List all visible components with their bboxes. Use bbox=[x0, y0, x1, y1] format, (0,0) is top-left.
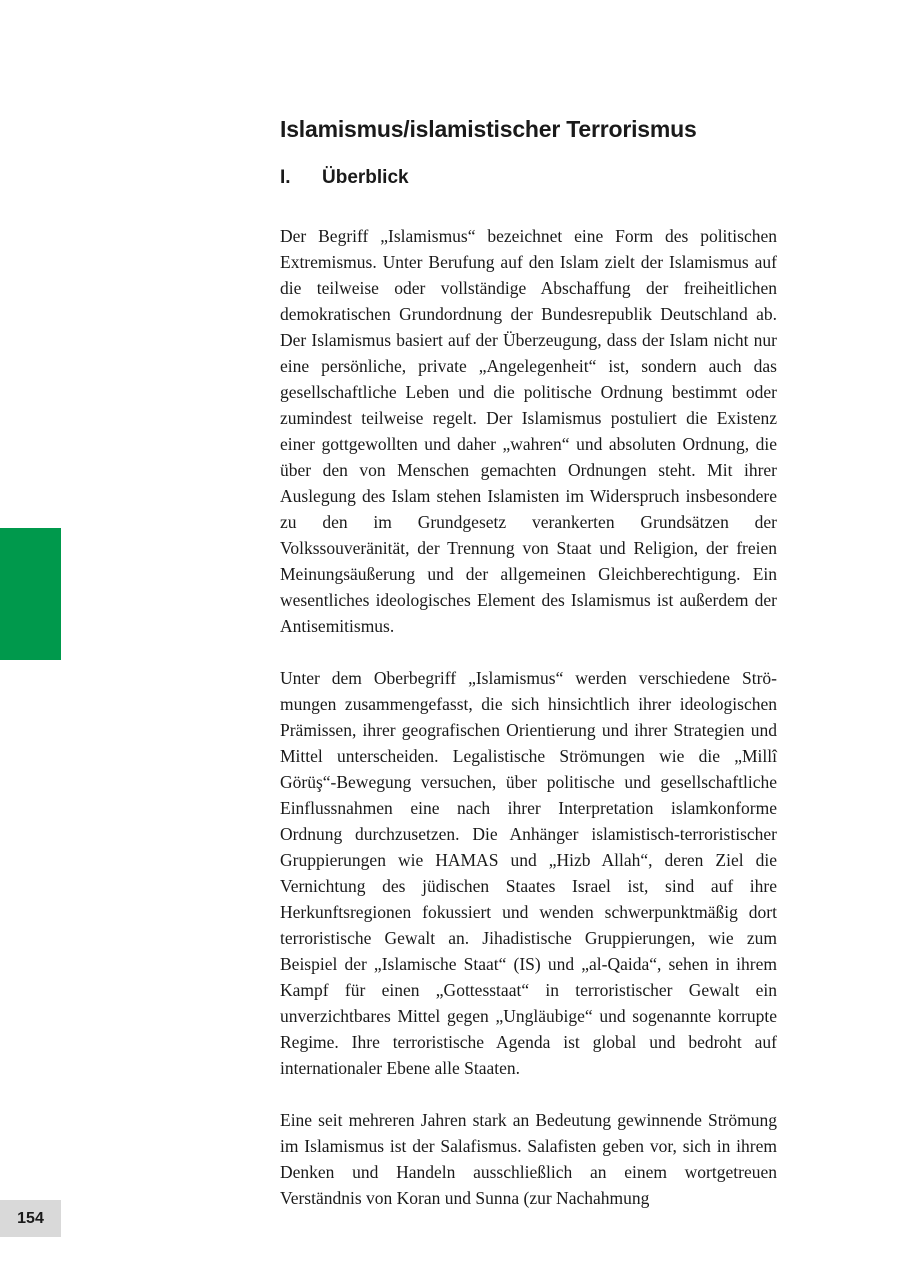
page-number: 154 bbox=[0, 1200, 61, 1237]
section-title: Überblick bbox=[322, 167, 409, 188]
page-content bbox=[280, 110, 777, 1237]
paragraph-1: Der Begriff „Islamismus“ bezeichnet eine Form des politischen Extremismus. Unter Berufung auf den Islam zielt der Islamismus auf die teilweise oder vollständige Abschaffung der freiheitlichen demokratischen Grundordnung der Bundesrepublik Deutschland ab. Der Islamismus basiert auf der Überzeugung, dass der Islam nicht nur eine persönliche, private „Angelegenheit“ ist, sondern auch das gesellschaftliche Leben und die politische Ordnung bestimmt oder zumindest teilweise regelt. Der Islamismus postuliert die Existenz einer gottgewollten und daher „wahren“ und absoluten Ordnung, die über den von Menschen gemachten Ordnungen steht. Mit ihrer Auslegung des Islam stehen Islamisten im Widerspruch insbesondere zu den im Grundgesetz verankerten Grundsätzen der Volkssouveränität, der Trennung von Staat und Religion, der freien Meinungsäußerung und der allgemeinen Gleichberechtigung. Ein wesentliches ideologisches Element des Islamismus ist außerdem der Antisemitismus. bbox=[280, 226, 777, 636]
chapter-color-tab bbox=[0, 528, 61, 660]
paragraph-2: Unter dem Oberbegriff „Islamismus“ werden verschiedene Strömungen zusammengefasst, die sich hinsichtlich ihrer ideologischen Prämissen, ihrer geografischen Orientierung und ihrer Strategien und Mittel unterscheiden. Legalistische Strömungen wie die „Millî Görüş“-Bewegung versuchen, über politische und gesellschaftliche Einflussnahmen eine nach ihrer Interpretation islamkonforme Ordnung durchzusetzen. Die Anhänger islamistisch-terroristischer Gruppierungen wie HAMAS und „Hizb Allah“, deren Ziel die Vernichtung des jüdischen Staates Israel ist, sind auf ihre Herkunftsregionen fokussiert und wenden schwerpunktmäßig dort terroristische Gewalt an. Jihadistische Gruppierungen, wie zum Beispiel der „Islamische Staat“ (IS) und „al-Qaida“, sehen in ihrem Kampf für einen „Gottesstaat“ in terroristischer Gewalt ein unverzichtbares Mittel gegen „Ungläubige“ und sogenannte korrupte Regime. Ihre terroristische Agenda ist global und bedroht auf internationaler Ebene alle Staaten. bbox=[280, 668, 777, 1078]
paragraph-3: Eine seit mehreren Jahren stark an Bedeutung gewinnende Strömung im Islamismus ist der Salafismus. Salafisten geben vor, sich in ihrem Denken und Handeln ausschließlich an einem wortgetreuen Verständnis von Koran und Sunna (zur Nachahmung bbox=[280, 1110, 777, 1208]
section-number: I. bbox=[280, 167, 291, 188]
section-heading bbox=[280, 163, 777, 193]
chapter-title: Islamismus/islamistischer Terrorismus bbox=[280, 116, 697, 142]
